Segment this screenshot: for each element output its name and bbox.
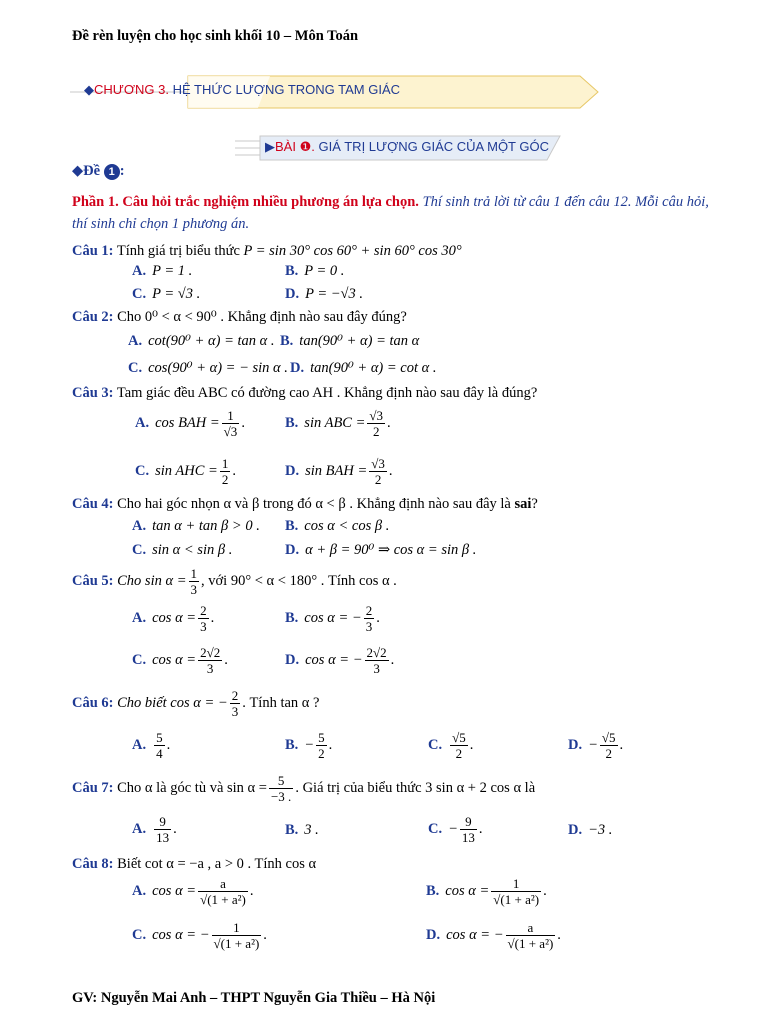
diamond-icon: ◆	[84, 82, 94, 97]
q5-option-a[interactable]: A. cos α = $\frac{2}{3}$ .	[132, 603, 215, 634]
chapter-banner	[70, 72, 600, 112]
question-5: Câu 5: Cho sin α = $\frac{1}{3}$ , với 90° < α < 180° . Tính cos α .	[72, 566, 397, 597]
page-header: Đề rèn luyện cho học sinh khối 10 – Môn Toán	[72, 28, 359, 44]
diamond-icon: ◆	[72, 163, 84, 179]
chapter-title: HỆ THỨC LƯỢNG TRONG TAM GIÁC	[172, 82, 401, 97]
q8-option-a[interactable]: A. cos α = $\frac{a}{\text{√(1 + a²)}}$ .	[132, 876, 254, 907]
q6-option-a[interactable]: A. $\frac{5}{4}$ .	[132, 730, 171, 761]
question-4: Câu 4: Cho hai góc nhọn α và β trong đó α < β . Khẳng định nào sau đây là sai?	[72, 496, 538, 512]
q2-option-d[interactable]: D. tan(90⁰ + α) = cot α .	[290, 360, 437, 376]
q7-option-a[interactable]: A. $\frac{9}{13}$ .	[132, 814, 177, 845]
chapter-prefix: CHƯƠNG 3.	[94, 82, 169, 97]
q5-option-d[interactable]: D. cos α = − $\frac{2√2}{3}$ .	[285, 645, 395, 676]
lesson-banner	[235, 133, 565, 163]
q5-option-c[interactable]: C. cos α = $\frac{2√2}{3}$ .	[132, 645, 228, 676]
number-badge: 1	[104, 164, 120, 180]
q1-option-c[interactable]: C. P = √3 .	[132, 286, 201, 302]
lesson-prefix: BÀI ❶.	[275, 139, 315, 154]
play-icon: ▶	[265, 139, 275, 154]
q8-option-d[interactable]: D. cos α = − $\frac{a}{\text{√(1 + a²)}}$ .	[426, 920, 561, 951]
q3-option-c[interactable]: C. sin AHC = $\frac{1}{2}$ .	[135, 456, 236, 487]
question-3: Câu 3: Tam giác đều ABC có đường cao AH . Khẳng định nào sau đây là đúng?	[72, 385, 538, 401]
exam-label: ◆Đề 1 :	[72, 163, 125, 179]
q2-option-c[interactable]: C. cos(90⁰ + α) = − sin α .	[128, 360, 288, 376]
q2-option-a[interactable]: A. cot(90⁰ + α) = tan α .	[128, 333, 275, 349]
question-7: Câu 7: Cho α là góc tù và sin α = $\frac{5}{-3 .}$ . Giá trị của biểu thức 3 sin α + 2 cos α là	[72, 773, 536, 804]
q4-option-b[interactable]: B. cos α < cos β .	[285, 518, 390, 534]
q7-option-d[interactable]: D. −3 .	[568, 822, 613, 838]
q7-option-c[interactable]: C. − $\frac{9}{13}$ .	[428, 814, 483, 845]
q3-option-d[interactable]: D. sin BAH = $\frac{√3}{2}$ .	[285, 456, 393, 487]
lesson-title: GIÁ TRỊ LƯỢNG GIÁC CỦA MỘT GÓC	[318, 139, 549, 154]
q8-option-b[interactable]: B. cos α = $\frac{1}{\text{√(1 + a²)}}$ .	[426, 876, 547, 907]
q1-option-a[interactable]: A. P = 1 .	[132, 263, 193, 279]
q5-option-b[interactable]: B. cos α = − $\frac{2}{3}$ .	[285, 603, 380, 634]
question-2: Câu 2: Cho 0⁰ < α < 90⁰ . Khẳng định nào sau đây đúng?	[72, 309, 407, 325]
q8-option-c[interactable]: C. cos α = − $\frac{1}{\text{√(1 + a²)}}$ .	[132, 920, 267, 951]
question-1: Câu 1: Tính giá trị biểu thức P = sin 30° cos 60° + sin 60° cos 30°	[72, 243, 462, 259]
q4-option-c[interactable]: C. sin α < sin β .	[132, 542, 233, 558]
q7-option-b[interactable]: B. 3 .	[285, 822, 319, 838]
q3-option-b[interactable]: B. sin ABC = $\frac{√3}{2}$ .	[285, 408, 391, 439]
q6-option-d[interactable]: D. − $\frac{√5}{2}$ .	[568, 730, 624, 761]
part-instructions: Phần 1. Câu hỏi trắc nghiệm nhiều phương án lựa chọn. Thí sinh trả lời từ câu 1 đến câu 12. Mỗi câu hỏi, thí sinh chỉ chọn 1 phương án.	[72, 194, 709, 232]
question-8: Câu 8: Biết cot α = −a , a > 0 . Tính cos α	[72, 856, 317, 872]
q6-option-b[interactable]: B. − $\frac{5}{2}$ .	[285, 730, 333, 761]
q2-option-b[interactable]: B. tan(90⁰ + α) = tan α	[280, 333, 420, 349]
q4-option-d[interactable]: D. α + β = 90⁰ ⇒ cos α = sin β .	[285, 542, 477, 558]
page-footer: GV: Nguyễn Mai Anh – THPT Nguyễn Gia Thiều – Hà Nội	[72, 990, 436, 1006]
question-6: Câu 6: Cho biết cos α = − $\frac{2}{3}$ . Tính tan α ?	[72, 688, 320, 719]
q6-option-c[interactable]: C. $\frac{√5}{2}$ .	[428, 730, 474, 761]
q3-option-a[interactable]: A. cos BAH = $\frac{1}{√3}$ .	[135, 408, 245, 439]
q1-option-d[interactable]: D. P = −√3 .	[285, 286, 363, 302]
q4-option-a[interactable]: A. tan α + tan β > 0 .	[132, 518, 260, 534]
q1-option-b[interactable]: B. P = 0 .	[285, 263, 345, 279]
